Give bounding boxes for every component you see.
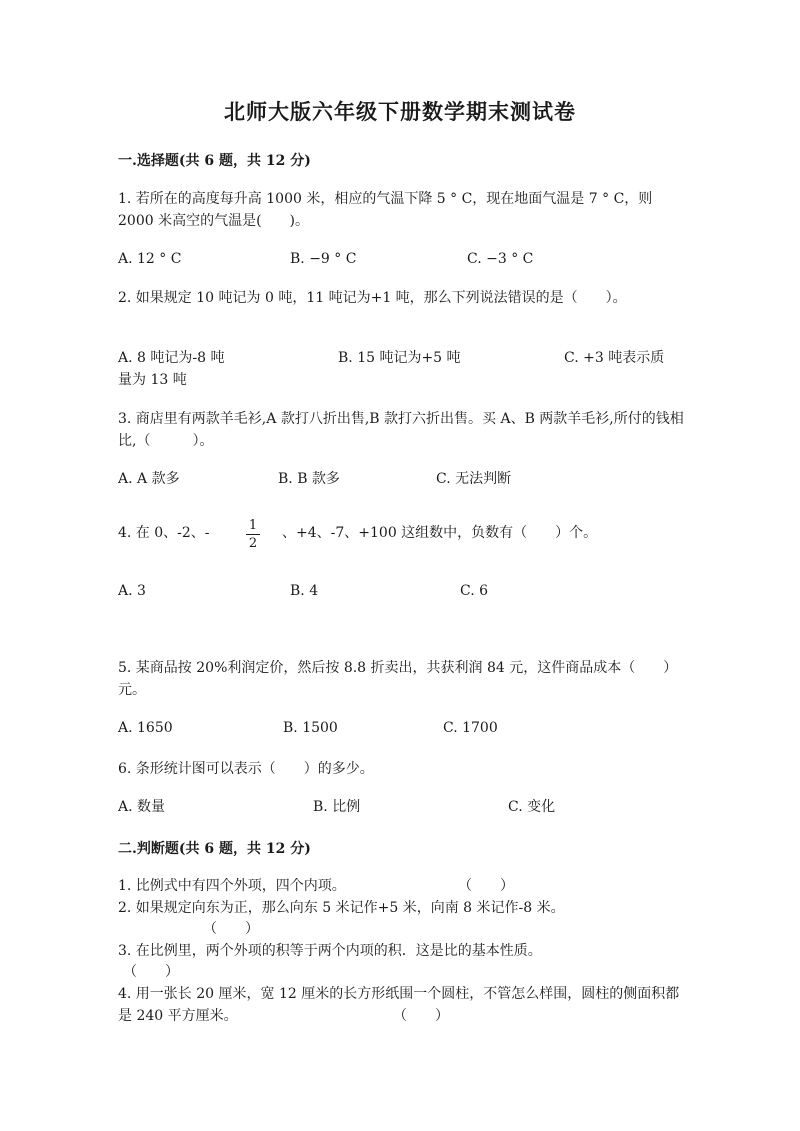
question-6: 6. 条形统计图可以表示（ ）的多少。 [118,761,374,777]
fraction-bar [246,534,260,535]
fraction-numerator: 1 [248,518,258,533]
question-6-option-b: B. 比例 [313,799,361,815]
section-heading-choice: 一.选择题(共 6 题，共 12 分) [118,153,311,169]
judgement-3-blank: （ ） [123,964,179,980]
judgement-4-blank: （ ） [393,1008,449,1024]
question-1-option-c: C. −3 ° C [467,251,534,267]
question-1-option-a: A. 12 ° C [118,251,182,267]
question-2-option-c-continued: 量为 13 吨 [118,372,187,388]
fraction-denominator: 2 [248,536,258,551]
question-5-option-a: A. 1650 [118,720,173,736]
question-2: 2. 如果规定 10 吨记为 0 吨，11 吨记为+1 吨，那么下列说法错误的是（ ）。 [118,290,627,306]
question-3-option-a: A. A 款多 [118,471,180,487]
question-3-option-b: B. B 款多 [278,471,340,487]
question-2-option-c: C. +3 吨表示质 [564,350,665,366]
question-2-option-a: A. 8 吨记为-8 吨 [118,350,225,366]
judgement-1-blank: （ ） [458,878,514,894]
judgement-4: 4. 用一张长 20 厘米，宽 12 厘米的长方形纸围一个圆柱，不管怎么样围，圆柱的侧面积都是 240 平方厘米。 [118,986,680,1024]
question-1: 1. 若所在的高度每升高 1000 米，相应的气温下降 5 ° C，现在地面气温是 7 ° C，则 2000 米高空的气温是( )。 [118,191,653,229]
question-5-option-b: B. 1500 [283,720,338,736]
question-5: 5. 某商品按 20%利润定价，然后按 8.8 折卖出，共获利润 84 元，这件商品成本（ ）元。 [118,660,678,698]
question-1-option-b: B. −9 ° C [290,251,357,267]
question-4-text-end: 、+4、-7、+100 这组数中，负数有（ ）个。 [282,525,598,541]
question-4-option-b: B. 4 [290,583,319,599]
page-title: 北师大版六年级下册数学期末测试卷 [224,99,576,124]
fraction-one-half [246,518,260,551]
question-4-text-start: 4. 在 0、-2、- [118,525,210,541]
question-4-option-c: C. 6 [460,583,489,599]
question-2-option-b: B. 15 吨记为+5 吨 [338,350,461,366]
question-3: 3. 商店里有两款羊毛衫,A 款打八折出售,B 款打六折出售。买 A、B 两款羊毛衫,所付的钱相比,（ ）。 [118,411,684,449]
question-6-option-a: A. 数量 [118,799,166,815]
question-4-option-a: A. 3 [118,583,146,599]
section-heading-judgement: 二.判断题(共 6 题，共 12 分) [118,841,311,857]
question-3-option-c: C. 无法判断 [436,471,512,487]
judgement-3: 3. 在比例里，两个外项的积等于两个内项的积．这是比的基本性质。 [118,943,542,959]
question-6-option-c: C. 变化 [508,799,556,815]
judgement-2-blank: （ ） [203,921,259,937]
question-5-option-c: C. 1700 [443,720,498,736]
judgement-2: 2. 如果规定向东为正，那么向东 5 米记作+5 米，向南 8 米记作-8 米。 [118,900,565,916]
judgement-1: 1. 比例式中有四个外项，四个内项。 [118,878,346,894]
